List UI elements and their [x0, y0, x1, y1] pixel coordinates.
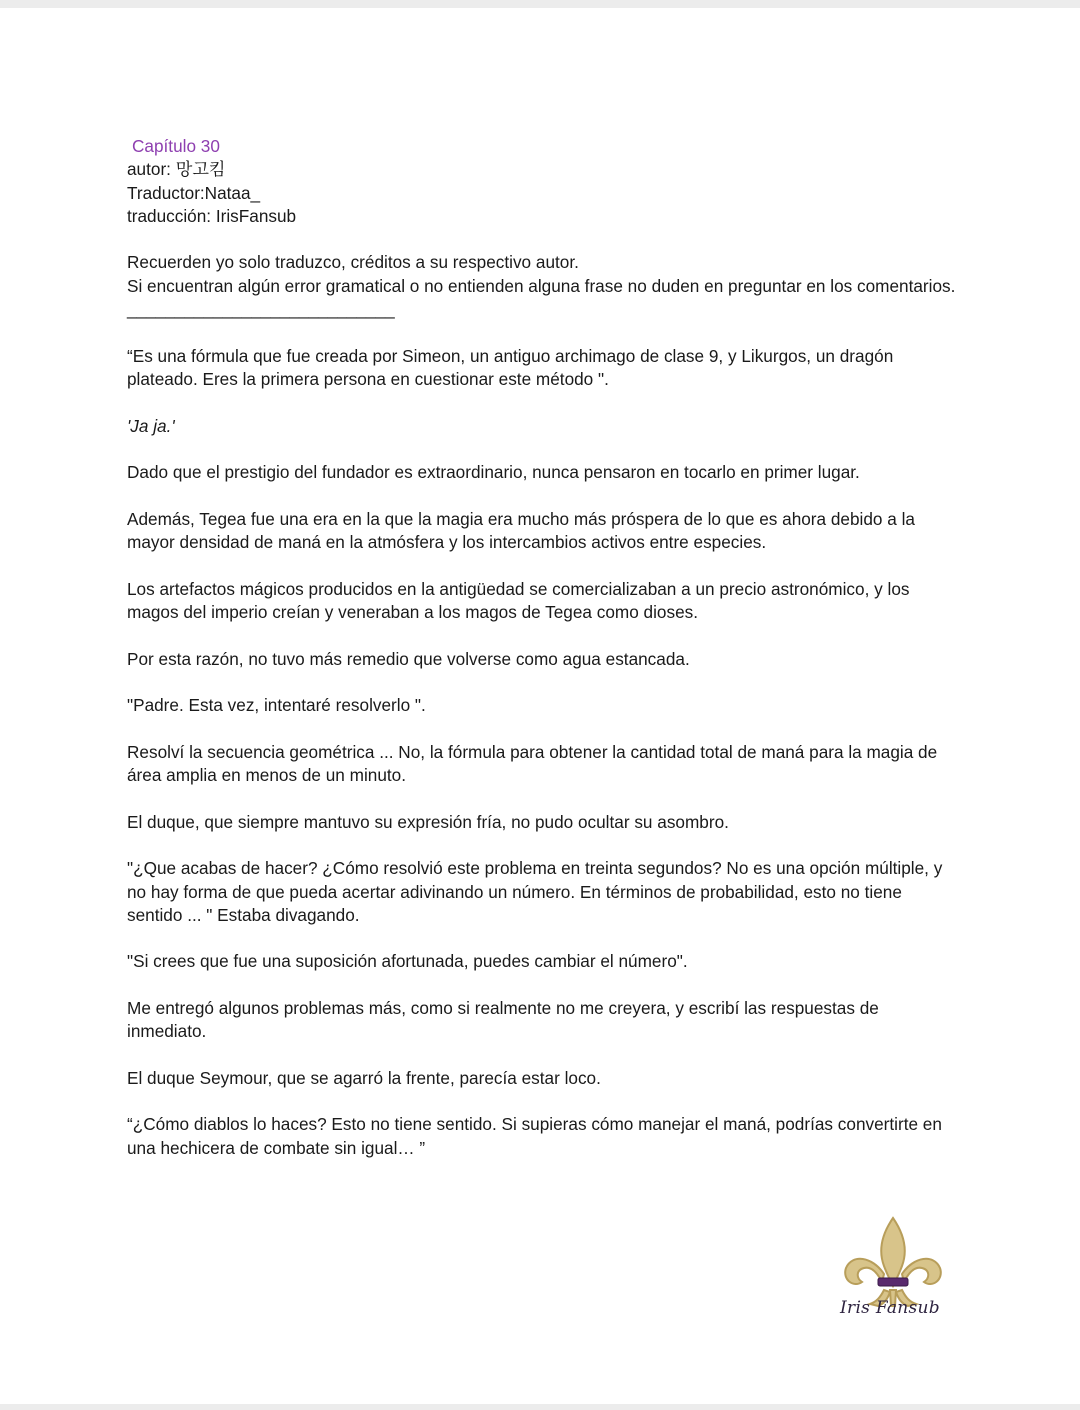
divider-line: ____________________________	[127, 299, 395, 320]
paragraph: “¿Cómo diablos lo haces? Esto no tiene sentido. Si supieras cómo manejar el maná, podrías convertirte en una hechicera de combate sin igual… ”	[127, 1114, 942, 1158]
paragraph: "Padre. Esta vez, intentaré resolverlo ".	[127, 695, 426, 716]
author-line: autor: 망고킴	[127, 159, 226, 180]
chapter-title: Capítulo 30	[132, 136, 220, 156]
paragraph: Además, Tegea fue una era en la que la magia era mucho más próspera de lo que es ahora debido a la mayor densidad de maná en la atmósfera y los intercambios activos entre especies.	[127, 508, 915, 553]
page-top-edge	[0, 0, 1080, 8]
notice-line-2: Si encuentran algún error gramatical o no entienden alguna frase no duden en preguntar en los comentarios.	[127, 275, 956, 296]
paragraph: Me entregó algunos problemas más, como si realmente no me creyera, y escribí las respuestas de inmediato.	[127, 997, 879, 1042]
page-bottom-edge	[0, 1404, 1080, 1410]
document-body	[127, 135, 957, 1160]
paragraph: 'Ja ja.'	[127, 415, 175, 436]
paragraph: Por esta razón, no tuvo más remedio que volverse como agua estancada.	[127, 648, 690, 669]
paragraph: “Es una fórmula que fue creada por Simeon, un antiguo archimago de clase 9, y Likurgos, un dragón plateado. Eres la primera persona en cuestionar este método ".	[127, 345, 894, 389]
logo-text: Iris Fansub	[840, 1298, 940, 1318]
paragraph: Dado que el prestigio del fundador es extraordinario, nunca pensaron en tocarlo en primer lugar.	[127, 462, 860, 483]
translator-line: Traductor:Nataa_	[127, 182, 261, 203]
paragraph: El duque, que siempre mantuvo su expresión fría, no pudo ocultar su asombro.	[127, 811, 729, 832]
paragraph: Los artefactos mágicos producidos en la antigüedad se comercializaban a un precio astronómico, y los magos del imperio creían y veneraban a los magos de Tegea como dioses.	[127, 578, 910, 622]
paragraph: El duque Seymour, que se agarró la frente, parecía estar loco.	[127, 1067, 601, 1088]
paragraph: "¿Que acabas de hacer? ¿Cómo resolvió este problema en treinta segundos? No es una opción múltiple, y no hay forma de que pueda acertar adivinando un número. En términos de probabilidad, esto no tiene sentido ... " Estaba divagando.	[127, 858, 943, 925]
notice-line-1: Recuerden yo solo traduzco, créditos a su respectivo autor.	[127, 252, 579, 273]
translation-line: traducción: IrisFansub	[127, 205, 297, 226]
paragraph: "Si crees que fue una suposición afortunada, puedes cambiar el número".	[127, 951, 688, 972]
paragraph: Resolví la secuencia geométrica ... No, la fórmula para obtener la cantidad total de maná para la magia de área amplia en menos de un minuto.	[127, 741, 938, 786]
